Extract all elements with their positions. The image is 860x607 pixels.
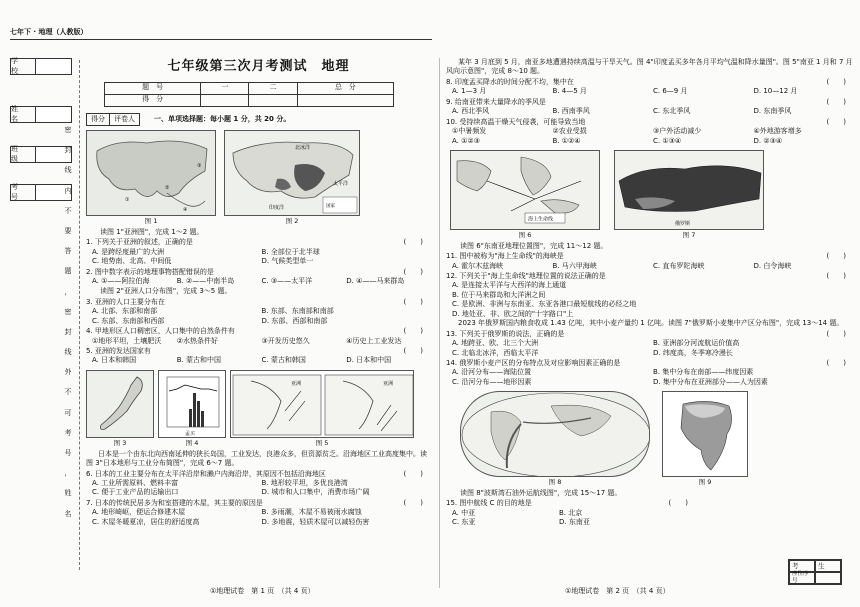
map-marker-3: ③	[197, 162, 202, 169]
option[interactable]: A. 地跨亚、欧、北三个大洲	[452, 339, 539, 348]
answer-paren[interactable]: ( )	[826, 272, 846, 281]
option[interactable]: A. 是跨经度最广的大洲	[92, 247, 165, 256]
south-asia-monsoon-map	[230, 370, 414, 438]
q7-stem: 7. 日本的传统民居多为和室搭建的木屋，其主要的原因是	[86, 498, 263, 507]
figure-3	[86, 370, 154, 448]
option[interactable]: C. 地势南、北高、中间低	[92, 257, 172, 266]
question-10	[446, 118, 854, 127]
option[interactable]: A. 1—3 月	[452, 87, 487, 96]
figure-8	[460, 391, 650, 487]
question-7	[86, 499, 431, 508]
option[interactable]: D. ④——马来群岛	[346, 276, 405, 285]
option[interactable]: B. 北京	[559, 508, 583, 517]
seal-char: 答	[64, 247, 72, 256]
q5-stem: 5. 亚洲的发达国家有	[86, 347, 151, 355]
option[interactable]: A. 日本和韩国	[92, 356, 137, 365]
persian-gulf-oil-route-map	[460, 391, 650, 477]
class-label: 班 级	[10, 146, 36, 163]
figure-4	[158, 370, 226, 448]
seal-char: 密	[64, 126, 72, 134]
figure-9	[662, 391, 748, 487]
q9-options	[446, 107, 854, 116]
figure-8-caption: 图 8	[548, 478, 562, 487]
option[interactable]: B. 蒙古和中国	[176, 356, 222, 365]
answer-paren[interactable]: ( )	[668, 499, 688, 508]
option[interactable]: D. 东南亚	[559, 518, 590, 527]
q10-stem: 10. 受持续高温干燥天气侵袭，可能导致当地	[446, 117, 586, 126]
option[interactable]: A. 西北季风	[452, 107, 490, 116]
indian-ocean-label: 印度洋	[269, 204, 285, 211]
score-header-cell: 总 分	[297, 82, 393, 94]
q14-options	[446, 368, 854, 387]
q3-options	[86, 307, 431, 326]
map-marker-2: ②	[165, 184, 170, 191]
q11-options	[446, 262, 854, 271]
examinee-label: 生	[815, 560, 841, 572]
option[interactable]: A. 工业所需原料、燃料丰富	[92, 478, 179, 487]
figure-row-3	[446, 150, 854, 240]
seal-char: 封	[64, 146, 72, 155]
option[interactable]: D. 纬度高，冬季寒冷漫长	[653, 348, 733, 357]
option[interactable]: ③开发历史悠久	[261, 336, 310, 345]
question-13	[446, 330, 854, 339]
grader-row	[86, 113, 431, 126]
seal-char: 号	[64, 449, 72, 457]
option[interactable]: A. 霍尔木兹海峡	[452, 261, 504, 270]
figure-row-1	[86, 130, 431, 226]
grader-name-label: 评卷人	[110, 113, 140, 126]
option[interactable]: B. 4—5 月	[552, 87, 587, 96]
answer-paren[interactable]: ( )	[826, 252, 846, 261]
option[interactable]: D. 多地震，轻质木屋可以减轻伤害	[261, 517, 370, 526]
q8-options	[446, 87, 854, 96]
option[interactable]: D. 地处亚、非、欧之间的"十字路口"上	[452, 309, 574, 318]
question-1	[86, 238, 431, 247]
exam-title: 七年级第三次月考测试 地理	[167, 59, 350, 74]
seal-char: 姓	[64, 489, 72, 498]
examinee-label: 考	[789, 560, 815, 572]
answer-paren[interactable]: ( )	[826, 77, 846, 86]
seal-char: 要	[64, 226, 72, 235]
figure-1-caption: 图 1	[144, 216, 158, 225]
option[interactable]: D. 城市和人口集中，消费市场广阔	[261, 488, 370, 497]
legend-label: 国家	[326, 203, 335, 209]
option[interactable]: C. ①③④	[653, 136, 682, 145]
option[interactable]: A. 地形崎岖，便运合修建木屋	[92, 508, 186, 517]
seal-char: ，	[64, 287, 72, 296]
question-6	[86, 470, 431, 479]
option[interactable]: ①地形平坦，土壤肥沃	[92, 336, 162, 345]
russia-label: 俄罗斯	[675, 220, 691, 227]
option[interactable]: D. 日本和中国	[346, 356, 392, 365]
arctic-ocean-label: 北冰洋	[295, 144, 311, 151]
name-field	[10, 106, 72, 123]
score-cell[interactable]	[201, 94, 249, 106]
option[interactable]: A. 北部、东部和南部	[92, 307, 158, 316]
option[interactable]: D. 气候类型单一	[261, 257, 314, 266]
read-note-1: 读图 1"亚洲图"，完成 1～2 题。	[100, 227, 204, 236]
sea-lifeline-label: 海上生命线	[528, 216, 554, 223]
option[interactable]: C. 蒙古和韩国	[261, 356, 306, 365]
school-field	[10, 58, 72, 75]
option[interactable]: ②水热条件好	[176, 336, 219, 345]
seal-char: 内	[64, 186, 72, 195]
read-note-4: 读图 8"波斯湾石油外运航线图"，完成 15～17 题。	[460, 489, 622, 498]
seal-char: 不	[64, 206, 72, 215]
school-input[interactable]	[36, 58, 72, 75]
seal-char: 考	[64, 428, 72, 437]
q1-stem: 1. 下列关于亚洲的叙述，正确的是	[86, 238, 193, 247]
map-marker-1: ①	[125, 196, 130, 203]
q1-options	[86, 248, 431, 267]
statement: ③户外活动减少	[653, 127, 702, 136]
answer-paren[interactable]: ( )	[403, 267, 423, 276]
q13-stem: 13. 下列关于俄罗斯的说法，正确的是	[446, 329, 565, 338]
seat-number-input[interactable]	[815, 572, 841, 584]
option[interactable]: C. 6—9 月	[653, 87, 688, 96]
russia-passage: 2023 年俄罗斯国内粮食收成 1.43 亿吨，其中小麦产量约 1 亿吨。读图 7"俄罗斯小麦集中产区分布图"，完成 13～14 题。	[458, 319, 844, 328]
q13-options	[446, 339, 854, 358]
answer-paren[interactable]: ( )	[403, 238, 423, 247]
question-9	[446, 98, 854, 107]
q2-stem: 2. 图中数字表示的地理事物搭配错误的是	[86, 267, 214, 276]
seal-char: 名	[64, 509, 72, 518]
option[interactable]: B. 集中分布在南部——纬度因素	[653, 368, 754, 377]
page-footer-1: ①地理试卷 第 1 页 （共 4 页）	[210, 587, 315, 595]
q7-options	[86, 508, 431, 527]
series-header: 七年下 · 地理（人教版）	[10, 28, 88, 36]
asia-population-map	[224, 130, 360, 216]
name-input[interactable]	[36, 106, 72, 123]
read-note-2: 读图 2"亚洲人口分布图"，完成 3～5 题。	[100, 287, 232, 296]
figure-4-caption: 图 4	[185, 438, 199, 447]
q4-options	[86, 337, 431, 346]
russia-wheat-map	[614, 150, 764, 230]
score-cell[interactable]	[249, 94, 297, 106]
option[interactable]: B. 多雨潮，木屋不易被雨水腐蚀	[261, 508, 362, 517]
option[interactable]: B. 马六甲海峡	[552, 261, 597, 270]
q15-stem: 15. 图中航线 C 的目的地是	[446, 499, 532, 508]
asia-label: 亚洲	[291, 380, 302, 387]
answer-paren[interactable]: ( )	[826, 358, 846, 367]
q6-options	[86, 479, 431, 498]
option[interactable]: B. 亚洲部分河流航运价值高	[653, 339, 740, 348]
q8-stem: 8. 印度孟买降水的时间分配不均，集中在	[446, 77, 574, 86]
grader-score-label: 得分	[86, 113, 110, 126]
asia-map	[86, 130, 216, 216]
answer-paren[interactable]: ( )	[403, 498, 423, 507]
header-rule	[10, 39, 432, 40]
map-marker-4: ④	[183, 206, 188, 213]
option[interactable]: C. 木屋冬暖夏凉，居住的舒适度高	[92, 517, 200, 526]
score-header-cell: 一	[201, 82, 249, 94]
question-2	[86, 268, 431, 277]
name-label: 姓 名	[10, 106, 36, 123]
southeast-asia-map	[450, 150, 600, 230]
exam-number-label: 考 号	[10, 184, 36, 201]
q10-options	[446, 137, 854, 146]
option[interactable]: C. 是欧洲、非洲与东南亚、东亚各港口最短航线的必经之地	[452, 300, 637, 309]
seal-line	[79, 60, 80, 570]
statement: ②农业受损	[552, 127, 587, 136]
option[interactable]: C. ③——太平洋	[261, 276, 313, 285]
option[interactable]: B. 东部、东南部和南部	[261, 307, 334, 316]
q3-stem: 3. 亚洲的人口主要分布在	[86, 297, 165, 306]
figure-9-caption: 图 9	[698, 478, 712, 487]
option[interactable]: C. 便于工业产品的运输出口	[92, 488, 179, 497]
score-header-cell: 二	[249, 82, 297, 94]
q14-stem: 14. 俄罗斯小麦产区的分布特点及对应影响因素正确的是	[446, 358, 621, 367]
option[interactable]: D. ②③④	[753, 136, 783, 145]
seal-line-text	[63, 125, 73, 529]
answer-paren[interactable]: ( )	[403, 469, 423, 478]
option[interactable]: C. 沿河分布——地形因素	[452, 377, 532, 386]
q12-stem: 12. 下列关于"海上生命线"地理位置的说法正确的是	[446, 272, 606, 281]
seal-char: 密	[64, 307, 72, 316]
q15-options	[446, 509, 666, 528]
q10-statements	[446, 127, 854, 136]
q2-options	[86, 277, 431, 286]
option[interactable]: ④历史上工业发达	[346, 336, 402, 345]
figure-2-caption: 图 2	[285, 216, 299, 225]
section-heading: 一、单项选择题：每小题 1 分，共 20 分。	[154, 114, 291, 123]
page-2	[446, 58, 854, 528]
option[interactable]: D. 集中分布在亚洲部分——人为因素	[653, 377, 768, 386]
school-label: 学 校	[10, 58, 36, 75]
answer-paren[interactable]: ( )	[826, 117, 846, 126]
option[interactable]: C. 东亚	[452, 518, 476, 527]
seal-char: 可	[64, 408, 72, 417]
option[interactable]: A. 是连接太平洋与大西洋的海上通道	[452, 281, 567, 290]
q9-stem: 9. 给南亚带来大量降水的季风是	[446, 97, 546, 106]
seal-char: ，	[64, 469, 72, 478]
option[interactable]: D. 10—12 月	[753, 87, 798, 96]
figure-7-caption: 图 7	[682, 230, 696, 239]
pacific-label: 太平洋	[333, 180, 349, 187]
figure-7	[614, 150, 764, 240]
score-cell[interactable]	[297, 94, 393, 106]
q4-stem: 4. 甲地形区人口稠密区，人口集中的自然条件有	[86, 327, 235, 336]
africa-map	[662, 391, 748, 477]
seal-char: 线	[64, 166, 72, 175]
japan-map	[86, 370, 154, 438]
answer-paren[interactable]: ( )	[826, 97, 846, 106]
option[interactable]: D. 白令海峡	[753, 261, 792, 270]
india-passage: 某年 3 月底到 5 月，南亚多地遭遇持续高温与干旱天气。图 4"印度孟买多年各月平均气温和降水量图"。图 5"南亚 1 月和 7 月风向示意图"，完成 8～10 题。	[446, 58, 853, 76]
question-8	[446, 78, 854, 87]
seat-number-box	[788, 559, 842, 585]
seal-char: 不	[64, 388, 72, 397]
q12-options	[446, 281, 854, 319]
figure-5	[230, 370, 414, 448]
figure-1	[86, 130, 216, 226]
page-divider	[439, 58, 440, 588]
figure-3-caption: 图 3	[113, 438, 127, 447]
city-label: 孟买	[185, 430, 196, 437]
answer-paren[interactable]: ( )	[403, 297, 423, 306]
figure-6-caption: 图 6	[518, 230, 532, 239]
option[interactable]: B. 地形较平坦，多优良港湾	[261, 478, 348, 487]
question-3	[86, 298, 431, 307]
option[interactable]: D. 东南季风	[753, 107, 792, 116]
option[interactable]: C. 直布罗陀海峡	[653, 261, 705, 270]
question-4	[86, 327, 431, 336]
option[interactable]: A. ①——阿拉伯海	[92, 276, 150, 285]
seal-char: 封	[64, 327, 72, 336]
question-15	[446, 499, 696, 508]
option[interactable]: B. ②——中南半岛	[176, 276, 235, 285]
question-14	[446, 359, 854, 368]
option[interactable]: D. 东部、西部和南部	[261, 316, 328, 325]
option[interactable]: A. ①②③	[452, 136, 480, 145]
option[interactable]: C. 北临北冰洋，西临太平洋	[452, 348, 539, 357]
q6-stem: 6. 日本的工业主要分布在太平洋沿岸和濑户内海沿岸，其原因不包括沿海地区	[86, 469, 326, 478]
q11-stem: 11. 图中被称为"海上生命线"的海峡是	[446, 252, 564, 261]
statement: ①中暑频发	[452, 127, 487, 136]
asia-label: 亚洲	[383, 380, 394, 387]
option[interactable]: B. 全部位于北半球	[261, 247, 320, 256]
seal-char: 题	[64, 267, 72, 276]
read-note-3: 读图 6"东南亚地理位置图"，完成 11～12 题。	[460, 241, 608, 250]
japan-passage: 日本是一个由东北向西南延伸的狭长岛国，工业发达，良港众多，但资源贫乏。沿海地区工业高度集中。读图 3"日本地形与工业分布简图"，完成 6～7 题。	[86, 449, 427, 468]
seat-number-label: 座位序号	[789, 572, 815, 584]
figure-row-4	[446, 391, 854, 487]
score-row-label: 得 分	[105, 94, 201, 106]
score-table	[104, 82, 394, 107]
answer-paren[interactable]: ( )	[826, 329, 846, 338]
page-footer-2: ①地理试卷 第 2 页 （共 4 页）	[565, 587, 670, 595]
option[interactable]: B. ①②④	[552, 136, 581, 145]
mumbai-climate-chart	[158, 370, 226, 438]
answer-paren[interactable]: ( )	[403, 347, 423, 355]
question-11	[446, 252, 854, 261]
figure-6	[450, 150, 600, 240]
seal-char: 外	[64, 368, 72, 377]
figure-row-2	[86, 370, 431, 448]
q5-options	[86, 356, 431, 365]
page-1	[86, 58, 431, 527]
figure-2	[224, 130, 360, 226]
score-header-cell: 题 号	[105, 82, 201, 94]
option[interactable]: A. 中亚	[452, 508, 476, 517]
seal-char: 线	[64, 348, 72, 357]
option[interactable]: B. 位于马来群岛和大洋洲之间	[452, 290, 546, 299]
option[interactable]: C. 东北季风	[653, 107, 691, 116]
statement: ④外地游客增多	[753, 127, 802, 136]
option[interactable]: C. 东部、东南部和西部	[92, 316, 165, 325]
option[interactable]: B. 西南季风	[552, 107, 590, 116]
answer-paren[interactable]: ( )	[403, 327, 423, 336]
option[interactable]: A. 沿河分布——海陆位置	[452, 368, 532, 377]
figure-5-caption: 图 5	[315, 438, 329, 447]
